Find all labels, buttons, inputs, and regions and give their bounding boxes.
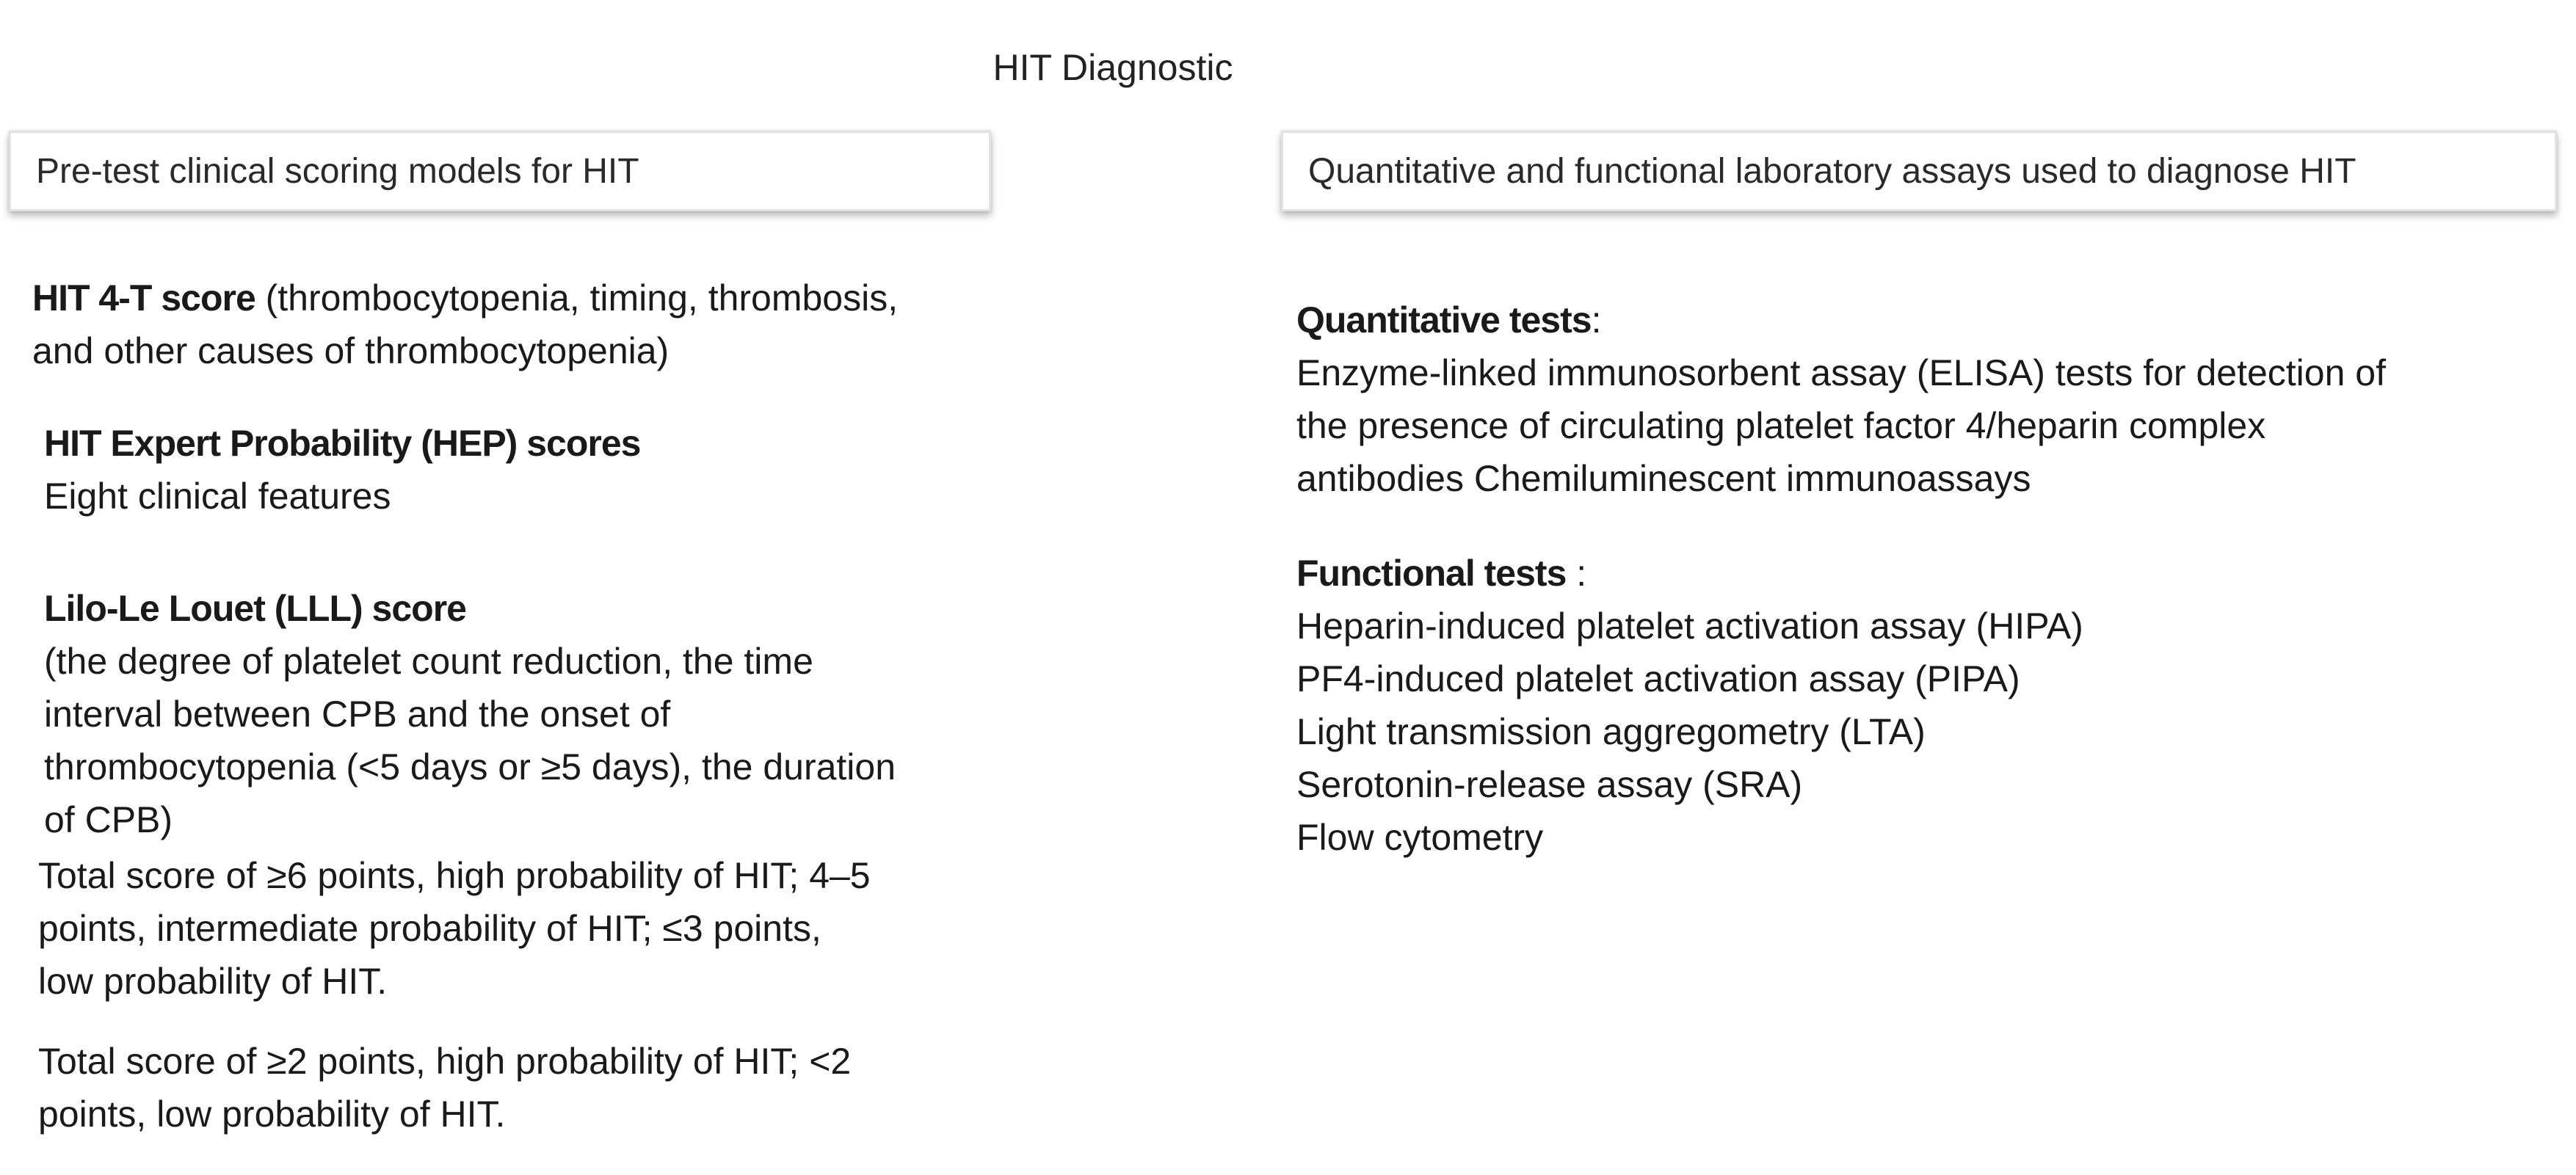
hit-4t-score-text xyxy=(32,272,1001,377)
functional-tests-heading xyxy=(1296,547,2544,600)
left-header-box: Pre-test clinical scoring models for HIT xyxy=(9,131,991,211)
hep-score-block xyxy=(44,417,998,523)
functional-test-item: Heparin-induced platelet activation assay (HIPA) xyxy=(1296,605,2083,647)
hep-score-desc: Eight clinical features xyxy=(44,476,391,517)
quantitative-tests-desc: Enzyme-linked immunosorbent assay (ELISA) tests for detection of the presence of circulating platelet factor 4/heparin complex antibodies Chemiluminescent immunoassays xyxy=(1296,352,2386,499)
total-score-2-block xyxy=(38,1035,993,1141)
lll-score-name: Lilo-Le Louet (LLL) score xyxy=(44,588,466,629)
total-score-2-text: Total score of ≥2 points, high probability of HIT; <2 points, low probability of HIT. xyxy=(38,1041,852,1135)
hit-4t-score-name: HIT 4-T score xyxy=(32,277,255,319)
hit-4t-score-desc: (thrombocytopenia, timing, thrombosis, and other causes of thrombocytopenia) xyxy=(32,277,899,371)
lll-score-block xyxy=(44,582,998,846)
hep-score-name: HIT Expert Probability (HEP) scores xyxy=(44,423,641,464)
functional-test-item: Light transmission aggregometry (LTA) xyxy=(1296,711,1926,752)
right-header-box: Quantitative and functional laboratory assays used to diagnose HIT xyxy=(1281,131,2557,211)
functional-tests-name: Functional tests xyxy=(1296,553,1567,594)
quantitative-tests-name: Quantitative tests xyxy=(1296,299,1592,341)
diagram-title: HIT Diagnostic xyxy=(993,47,1233,88)
lll-score-desc: (the degree of platelet count reduction, the time interval between CPB and the onset of thrombocytopenia (<5 days or ≥5 days), the duration of CPB) xyxy=(44,641,896,840)
functional-test-item: Serotonin-release assay (SRA) xyxy=(1296,764,1803,805)
hit-4t-score-block xyxy=(32,272,1001,377)
quantitative-tests-heading xyxy=(1296,294,2544,346)
lll-total-score-block xyxy=(38,849,993,1008)
lll-total-score-text: Total score of ≥6 points, high probability of HIT; 4–5 points, intermediate probability of HIT; ≤3 points, low probability of HIT. xyxy=(38,855,871,1002)
functional-tests-suffix: : xyxy=(1566,553,1587,594)
quantitative-tests-suffix: : xyxy=(1591,299,1602,341)
functional-test-item: PF4-induced platelet activation assay (PIPA) xyxy=(1296,658,2020,699)
functional-tests-block xyxy=(1296,547,2544,864)
functional-test-item: Flow cytometry xyxy=(1296,817,1544,858)
quantitative-tests-block xyxy=(1296,294,2544,505)
